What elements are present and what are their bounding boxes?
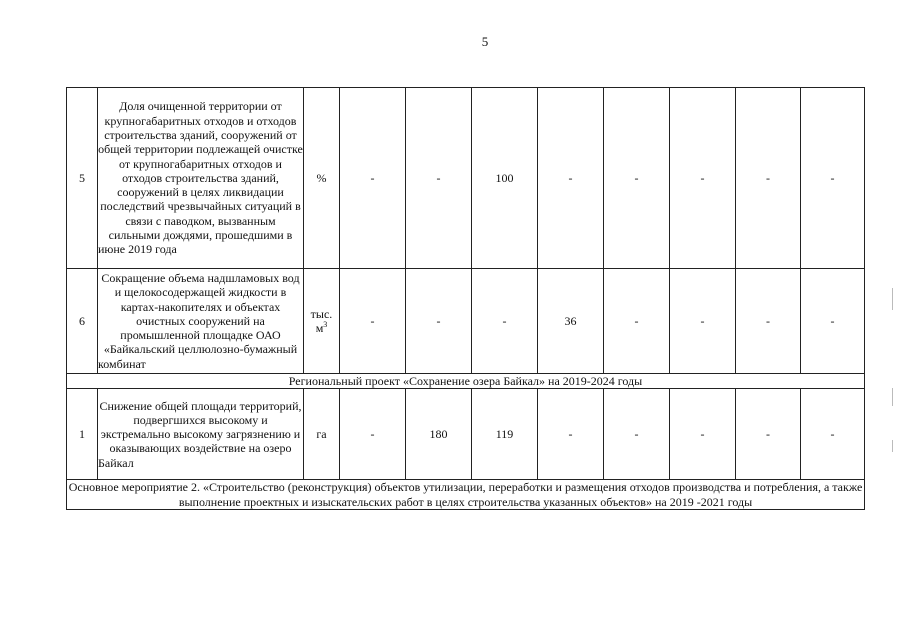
indicator-description: Доля очищенной территории от крупногабаритных отходов и отходов строительства зданий, сооружений от общей территории подлежащей очистке от крупногабаритных отходов и отходов строительства зданий, сооружений в целях ликвидации последствий чрезвычайных ситуаций в связи с паводком, вызванным сильными дождями, прошедшими в июне 2019 года: [98, 88, 304, 269]
value-cell: -: [604, 269, 670, 374]
section-header-row: [67, 480, 865, 510]
value-cell: -: [670, 389, 736, 480]
value-cell: -: [801, 269, 865, 374]
value-cell: -: [406, 269, 472, 374]
value-cell: -: [472, 269, 538, 374]
value-cell: -: [736, 389, 801, 480]
value-cell: 180: [406, 389, 472, 480]
value-cell: -: [340, 389, 406, 480]
indicators-table: [66, 87, 865, 510]
value-cell: -: [604, 389, 670, 480]
table-row: [67, 389, 865, 480]
unit-base: м: [315, 321, 324, 335]
value-cell: -: [801, 389, 865, 480]
page-number: 5: [481, 34, 489, 49]
row-number: 1: [67, 389, 98, 480]
value-cell: 36: [538, 269, 604, 374]
value-cell: -: [340, 269, 406, 374]
value-cell: -: [538, 389, 604, 480]
value-cell: -: [604, 88, 670, 269]
row-number: 6: [67, 269, 98, 374]
unit-label: тыс.: [310, 306, 333, 321]
section-header-row: [67, 374, 865, 389]
value-cell: 119: [472, 389, 538, 480]
indicator-description: Сокращение объема надшламовых вод и щелокосодержащей жидкости в картах-накопителях и объектах очистных сооружений на промышленной площадке ОАО «Байкальский целлюлозно-бумажный комбинат: [98, 269, 304, 374]
value-cell: -: [406, 88, 472, 269]
table-row: [67, 269, 865, 374]
value-cell: -: [736, 88, 801, 269]
unit-cell: %: [304, 88, 340, 269]
unit-cell: [304, 269, 340, 374]
unit-superscript: 3: [323, 320, 328, 329]
scan-edge-mark: [892, 440, 893, 452]
regional-project-heading: Региональный проект «Сохранение озера Байкал» на 2019-2024 годы: [67, 374, 865, 389]
value-cell: 100: [472, 88, 538, 269]
value-cell: -: [538, 88, 604, 269]
value-cell: -: [736, 269, 801, 374]
row-number: 5: [67, 88, 98, 269]
value-cell: -: [801, 88, 865, 269]
value-cell: -: [670, 269, 736, 374]
value-cell: -: [340, 88, 406, 269]
scan-edge-mark: [892, 388, 893, 406]
scan-edge-mark: [892, 288, 893, 310]
value-cell: -: [670, 88, 736, 269]
main-activity-heading: Основное мероприятие 2. «Строительство (реконструкция) объектов утилизации, переработки и размещения отходов производства и потребления, а также выполнение проектных и изыскательских работ в целях строительства указанных объектов» на 2019 -2021 годы: [67, 480, 865, 510]
unit-cell: га: [304, 389, 340, 480]
table-row: [67, 88, 865, 269]
indicator-description: Снижение общей площади территорий, подвергшихся высокому и экстремально высокому загрязнению и оказывающих воздействие на озеро Байкал: [98, 389, 304, 480]
